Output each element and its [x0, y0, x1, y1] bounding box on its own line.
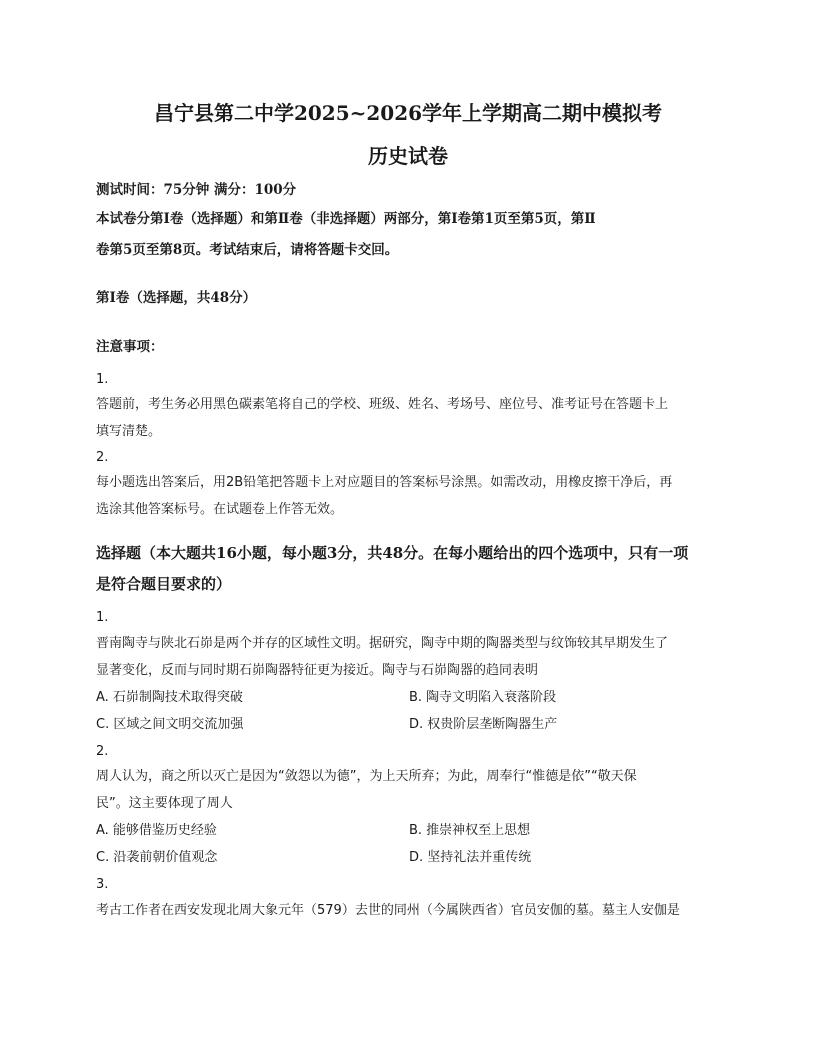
- part1-title: 第Ⅰ卷（选择题，共48分）: [96, 290, 257, 306]
- option-b: B. 陶寺文明陷入衰落阶段: [409, 690, 557, 705]
- question-stem-line: 民”。这主要体现了周人: [96, 796, 233, 811]
- option-c: C. 沿袭前朝价值观念: [96, 850, 218, 865]
- question-stem-line: 显著变化，反而与同时期石峁陶器特征更为接近。陶寺与石峁陶器的趋同表明: [96, 663, 539, 678]
- option-d: D. 坚持礼法并重传统: [409, 850, 532, 865]
- question-stem-line: 考古工作者在西安发现北周大象元年（579）去世的同州（今属陕西省）官员安伽的墓。墓主人安伽是: [96, 903, 680, 918]
- section-heading-line-1: 选择题（本大题共16小题，每小题3分，共48分。在每小题给出的四个选项中，只有一项: [96, 544, 689, 562]
- option-c: C. 区域之间文明交流加强: [96, 717, 244, 732]
- question-number: 1.: [96, 610, 109, 625]
- option-a: A. 能够借鉴历史经验: [96, 823, 217, 838]
- option-a: A. 石峁制陶技术取得突破: [96, 690, 243, 705]
- option-d: D. 权贵阶层垄断陶器生产: [409, 717, 558, 732]
- time-score-line: 测试时间：75分钟 满分：100分: [96, 182, 297, 198]
- question-number: 2.: [96, 744, 109, 759]
- question-number: 3.: [96, 877, 109, 892]
- exam-subtitle: 历史试卷: [368, 144, 448, 168]
- question-stem-line: 晋南陶寺与陕北石峁是两个并存的区域性文明。据研究，陶寺中期的陶器类型与纹饰较其早期发生了: [96, 636, 669, 651]
- note-text-line: 答题前，考生务必用黑色碳素笔将自己的学校、班级、姓名、考场号、座位号、准考证号在答题卡上: [96, 397, 669, 412]
- section-heading-line-2: 是符合题目要求的）: [96, 575, 232, 593]
- question-stem-line: 周人认为，商之所以灭亡是因为“敛怨以为德”，为上天所弃；为此，周奉行“惟德是依”“敬天保: [96, 769, 637, 784]
- notes-heading: 注意事项：: [96, 339, 164, 355]
- description-line-2: 卷第5页至第8页。考试结束后，请将答题卡交回。: [96, 242, 399, 258]
- note-number: 1.: [96, 372, 109, 387]
- note-text-line: 每小题选出答案后，用2B铅笔把答题卡上对应题目的答案标号涂黑。如需改动，用橡皮擦干净后，再: [96, 475, 673, 490]
- note-text-line: 填写清楚。: [96, 424, 162, 439]
- note-text-line: 选涂其他答案标号。在试题卷上作答无效。: [96, 502, 344, 517]
- note-number: 2.: [96, 450, 109, 465]
- description-line-1: 本试卷分第Ⅰ卷（选择题）和第Ⅱ卷（非选择题）两部分，第Ⅰ卷第1页至第5页，第Ⅱ: [96, 211, 596, 227]
- exam-title: 昌宁县第二中学2025~2026学年上学期高二期中模拟考: [153, 101, 663, 125]
- option-b: B. 推崇神权至上思想: [409, 823, 531, 838]
